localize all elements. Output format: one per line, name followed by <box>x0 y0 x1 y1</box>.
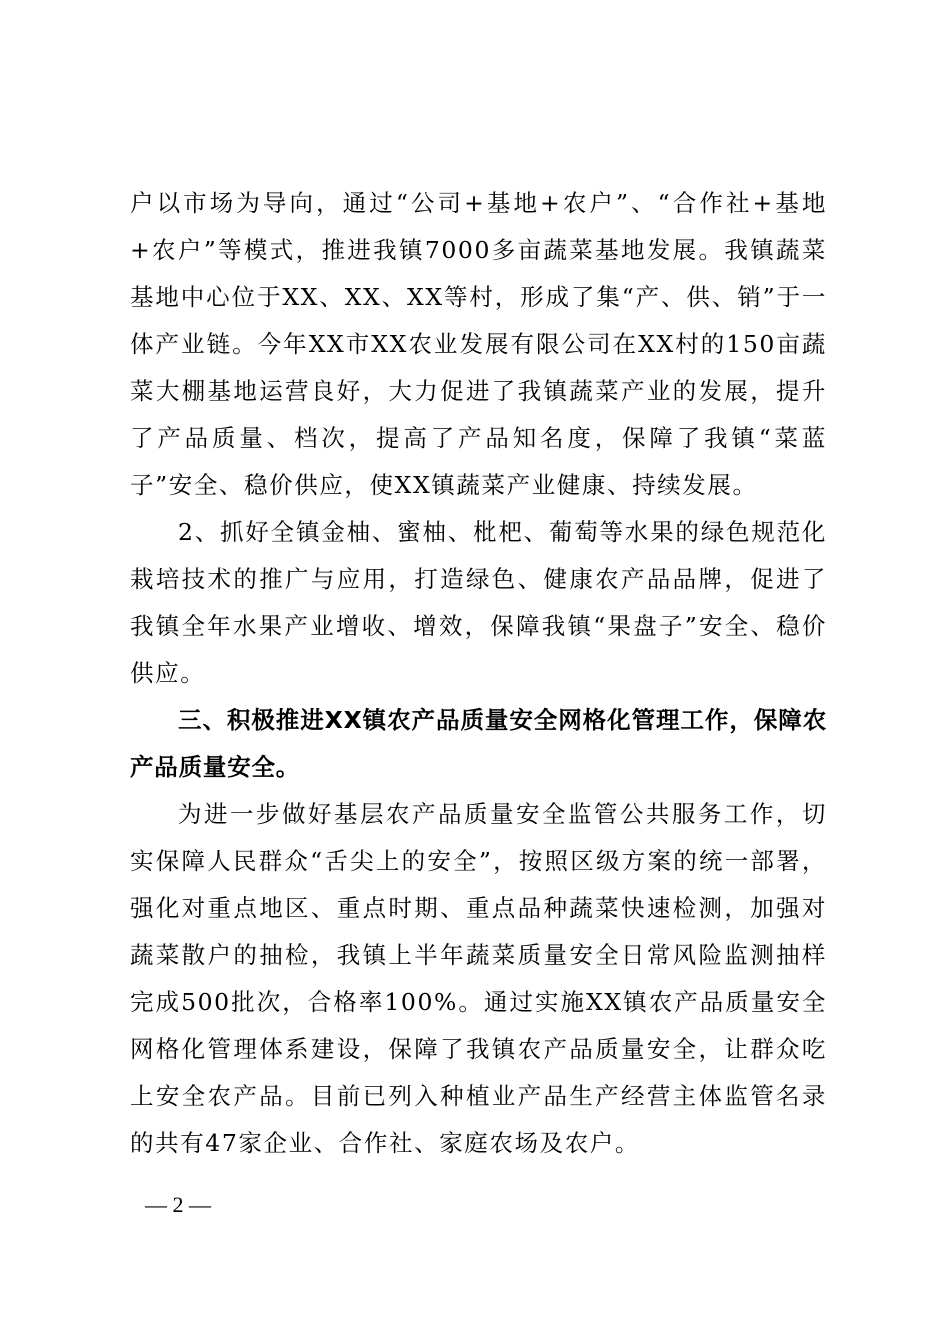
paragraph-fruit-cultivation: 2、抓好全镇金柚、蜜柚、枇杷、葡萄等水果的绿色规范化栽培技术的推广与应用，打造绿色、健康农产品品牌，促进了我镇全年水果产业增收、增效，保障我镇“果盘子”安全、稳价供应。 <box>130 518 827 687</box>
page-number: — 2 — <box>145 1192 211 1217</box>
section-heading-3: 三、积极推进XX镇农产品质量安全网格化管理工作，保障农产品质量安全。 <box>130 706 827 781</box>
document-body <box>130 180 827 1167</box>
paragraph-vegetable-base: 户以市场为导向，通过“公司+基地+农户”、“合作社+基地+农户”等模式，推进我镇7000多亩蔬菜基地发展。我镇蔬菜基地中心位于XX、XX、XX等村，形成了集“产、供、销”于一体产业链。今年XX市XX农业发展有限公司在XX村的150亩蔬菜大棚基地运营良好，大力促进了我镇蔬菜产业的发展，提升了产品质量、档次，提高了产品知名度，保障了我镇“菜蓝子”安全、稳价供应，使XX镇蔬菜产业健康、持续发展。 <box>130 189 827 499</box>
paragraph-quality-supervision: 为进一步做好基层农产品质量安全监管公共服务工作，切实保障人民群众“舌尖上的安全”，按照区级方案的统一部署，强化对重点地区、重点时期、重点品种蔬菜快速检测，加强对蔬菜散户的抽检，我镇上半年蔬菜质量安全日常风险监测抽样完成500批次，合格率100%。通过实施XX镇农产品质量安全网格化管理体系建设，保障了我镇农产品质量安全，让群众吃上安全农产品。目前已列入种植业产品生产经营主体监管名录的共有47家企业、合作社、家庭农场及农户。 <box>130 800 827 1157</box>
